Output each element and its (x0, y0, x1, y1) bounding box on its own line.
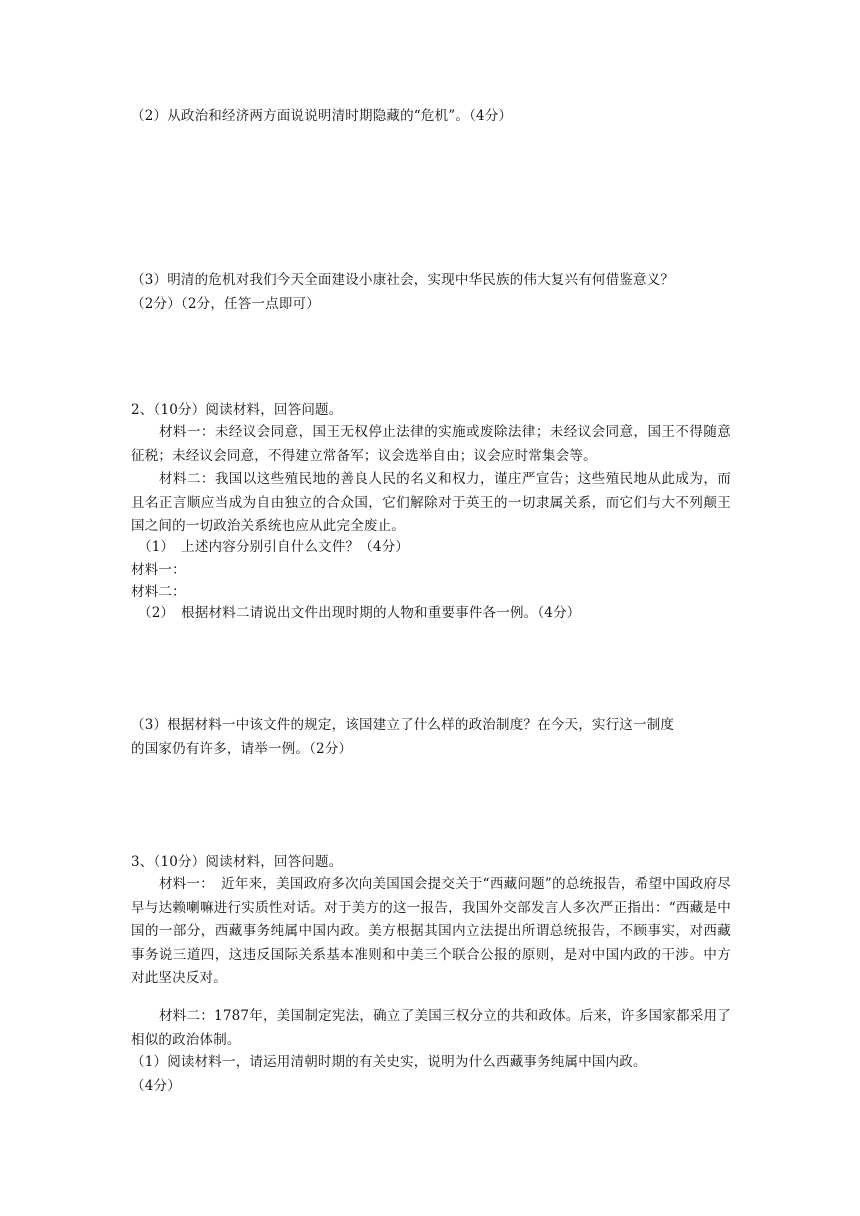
q1-sub2: （2）从政治和经济两方面说说明清时期隐藏的“危机”。（4分） (131, 108, 513, 124)
q3-material1: 材料一： 近年来，美国政府多次向美国国会提交关于“西藏问题”的总统报告，希望中国政府尽早与达赖喇嘛进行实质性对话。对于美方的这一报告，我国外交部发言人多次严正指出：“西藏是中国的一部分，西藏事务纯属中国内政。美方根据其国内立法提出所谓总统报告，不顾事实，对西藏事务说三道四，这违反国际关系基本准则和中美三个联合公报的原则，是对中国内政的干涉。中方对此坚决反对。 (131, 876, 731, 986)
q2-sub3-line2: 的国家仍有许多，请举一例。（2分） (131, 741, 353, 757)
q2-material1: 材料一：未经议会同意，国王无权停止法律的实施或废除法律；未经议会同意，国王不得随意征税；未经议会同意，不得建立常备军；议会选举自由；议会应时常集会等。 (131, 424, 731, 464)
q2-sub1: （1） 上述内容分别引自什么文件？（4分） (138, 539, 410, 555)
q2-header: 2、（10分）阅读材料，回答问题。 (131, 402, 343, 418)
q3-sub1-line2: （4分） (131, 1078, 181, 1094)
q1-sub3-line1: （3）明清的危机对我们今天全面建设小康社会，实现中华民族的伟大复兴有何借鉴意义？ (131, 272, 675, 288)
q3-material2: 材料二：1787年，美国制定宪法，确立了美国三权分立的共和政体。后来，许多国家都采用了相似的政治体制。 (131, 1008, 731, 1048)
q3-header: 3、（10分）阅读材料，回答问题。 (131, 854, 343, 870)
q2-sub3-line1: （3）根据材料一中该文件的规定，该国建立了什么样的政治制度？在今天，实行这一制度 (131, 717, 675, 733)
q2-answer1-label: 材料一： (131, 562, 186, 578)
q1-sub3-line2: （2分）（2分，任答一点即可） (131, 296, 320, 312)
q2-sub2: （2） 根据材料二请说出文件出现时期的人物和重要事件各一例。（4分） (138, 605, 581, 621)
q3-sub1-line1: （1）阅读材料一，请运用清朝时期的有关史实，说明为什么西藏事务纯属中国内政。 (131, 1054, 647, 1070)
q2-answer2-label: 材料二： (131, 584, 186, 600)
q2-material2: 材料二：我国以这些殖民地的善良人民的名义和权力，谨庄严宣告；这些殖民地从此成为，而且名正言顺应当成为自由独立的合众国，它们解除对于英王的一切隶属关系，而它们与大不列颠王国之间的一切政治关系统也应从此完全废止。 (131, 471, 731, 534)
